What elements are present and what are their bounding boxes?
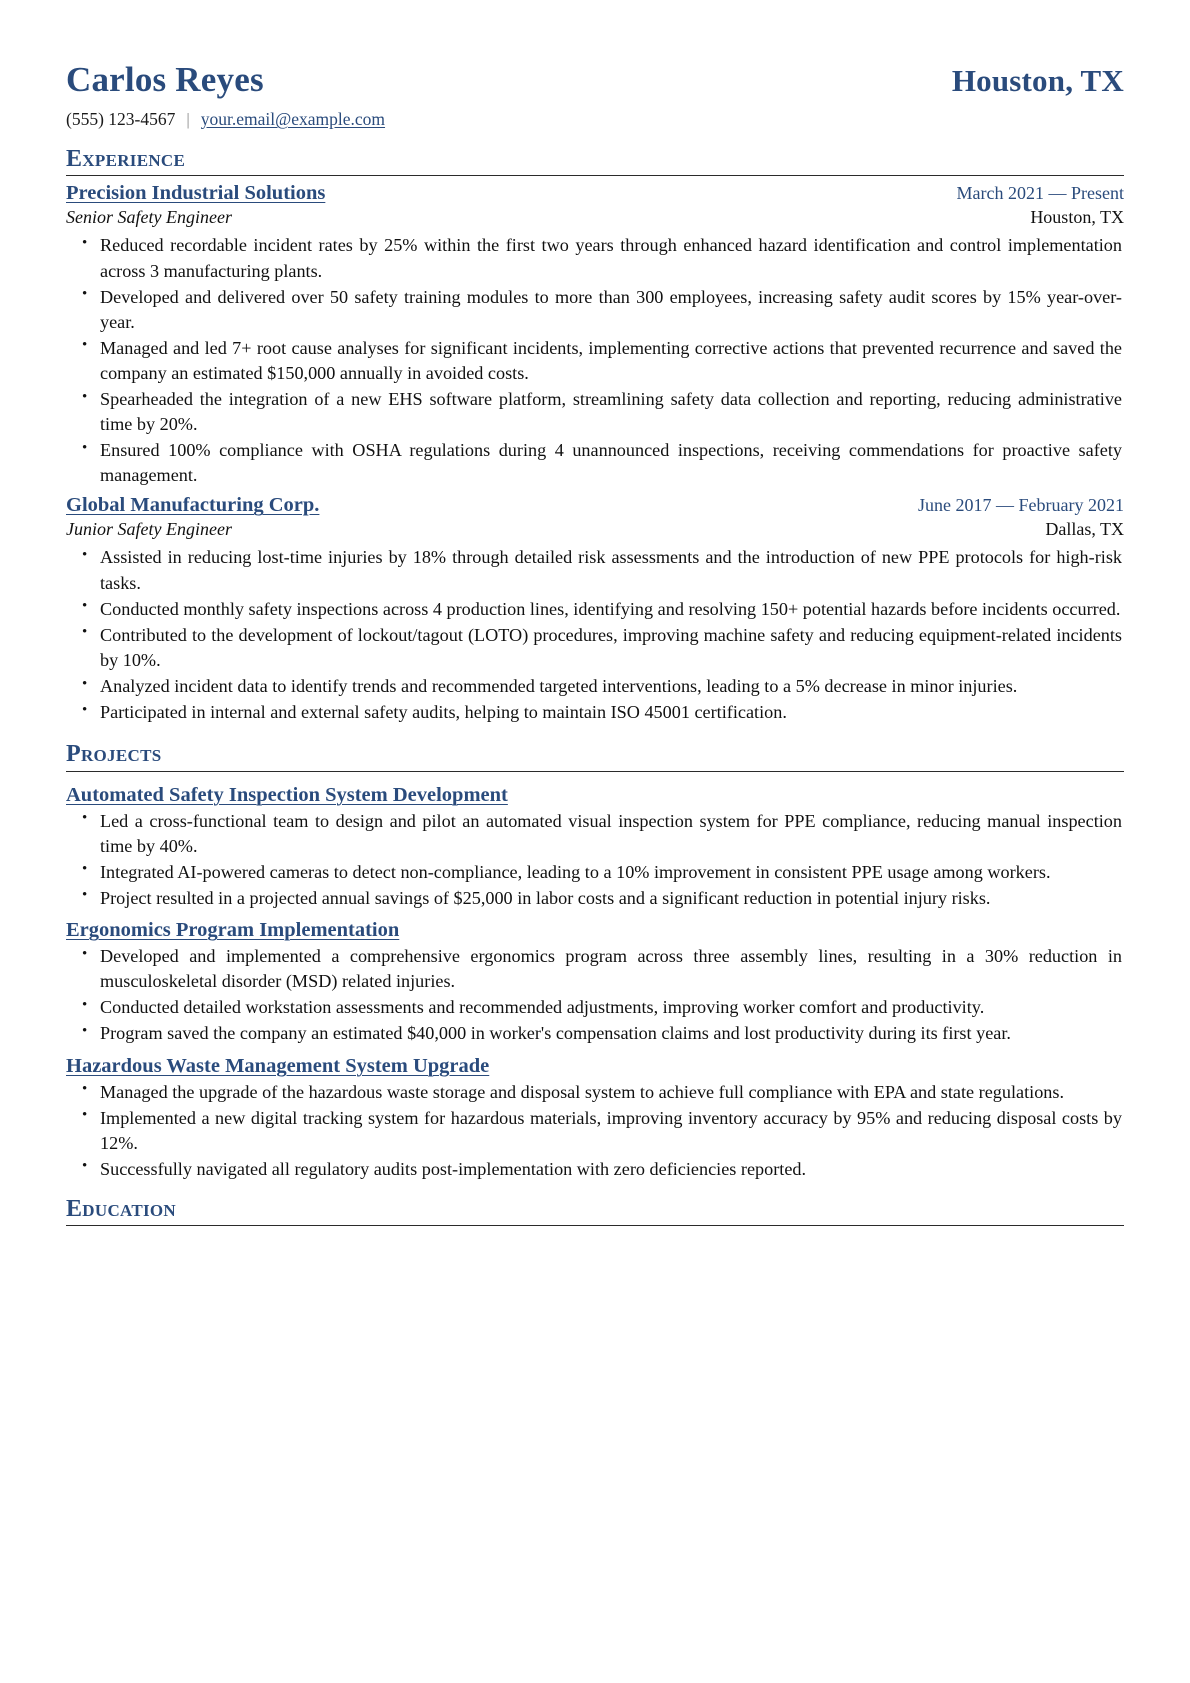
list-item: • Ensured 100% compliance with OSHA regulations during 4 unannounced inspections, receiving commendations for proactive safety management. xyxy=(100,438,1124,488)
entry-subheader xyxy=(66,519,1124,540)
employment-dates: March 2021 — Present xyxy=(956,183,1124,204)
contact-separator: | xyxy=(186,110,190,129)
list-item: • Managed the upgrade of the hazardous waste storage and disposal system to achieve full compliance with EPA and state regulations. xyxy=(100,1080,1124,1105)
project-bullet-list xyxy=(66,1080,1124,1182)
list-item: • Led a cross-functional team to design and pilot an automated visual inspection system for PPE compliance, reducing manual inspection time by 40%. xyxy=(100,809,1124,859)
project-bullet-list xyxy=(66,944,1124,1046)
experience-section xyxy=(66,146,1124,725)
list-item: • Reduced recordable incident rates by 25% within the first two years through enhanced hazard identification and control implementation across 3 manufacturing plants. xyxy=(100,233,1124,283)
responsibility-list xyxy=(66,545,1124,725)
responsibility-list xyxy=(66,233,1124,488)
company-name[interactable]: Precision Industrial Solutions xyxy=(66,182,326,205)
project-entry xyxy=(66,913,1124,1046)
list-item: • Program saved the company an estimated $40,000 in worker's compensation claims and lost productivity during its first year. xyxy=(100,1021,1124,1046)
company-name[interactable]: Global Manufacturing Corp. xyxy=(66,494,320,517)
job-location: Dallas, TX xyxy=(1045,519,1124,540)
list-item: • Assisted in reducing lost-time injuries by 18% through detailed risk assessments and the introduction of new PPE protocols for high-risk tasks. xyxy=(100,545,1124,595)
experience-entry xyxy=(66,182,1124,488)
phone-number: (555) 123-4567 xyxy=(66,109,176,129)
resume-header xyxy=(66,62,1124,99)
list-item: • Participated in internal and external safety audits, helping to maintain ISO 45001 certification. xyxy=(100,700,1124,725)
list-item: • Analyzed incident data to identify trends and recommended targeted interventions, leading to a 5% decrease in minor injuries. xyxy=(100,674,1124,699)
list-item: • Integrated AI-powered cameras to detect non-compliance, leading to a 10% improvement in consistent PPE usage among workers. xyxy=(100,860,1124,885)
project-title[interactable]: Hazardous Waste Management System Upgrade xyxy=(66,1054,490,1077)
list-item: • Contributed to the development of lockout/tagout (LOTO) procedures, improving machine safety and reducing equipment-related incidents by 10%. xyxy=(100,623,1124,673)
section-rule xyxy=(66,1225,1124,1226)
entry-header xyxy=(66,494,1124,517)
candidate-location: Houston, TX xyxy=(951,63,1124,98)
entry-header xyxy=(66,182,1124,205)
experience-entry xyxy=(66,494,1124,725)
list-item: • Spearheaded the integration of a new EHS software platform, streamlining safety data collection and reporting, reducing administrative time by 20%. xyxy=(100,387,1124,437)
section-title-experience: Experience xyxy=(66,146,186,172)
entry-subheader xyxy=(66,207,1124,228)
candidate-name: Carlos Reyes xyxy=(66,60,264,99)
contact-line xyxy=(66,109,1124,130)
project-entry xyxy=(66,778,1124,911)
project-bullet-list xyxy=(66,809,1124,911)
project-entry xyxy=(66,1049,1124,1182)
projects-section xyxy=(66,741,1124,1182)
project-title[interactable]: Ergonomics Program Implementation xyxy=(66,919,400,942)
job-location: Houston, TX xyxy=(1030,207,1124,228)
education-section xyxy=(66,1196,1124,1226)
list-item: • Managed and led 7+ root cause analyses for significant incidents, implementing corrective actions that prevented recurrence and saved the company an estimated $150,000 annually in avoided costs. xyxy=(100,336,1124,386)
job-title: Senior Safety Engineer xyxy=(66,207,232,228)
section-title-projects: Projects xyxy=(66,741,162,768)
email-link[interactable]: your.email@example.com xyxy=(200,109,386,129)
list-item: • Conducted detailed workstation assessments and recommended adjustments, improving worker comfort and productivity. xyxy=(100,995,1124,1020)
list-item: • Developed and delivered over 50 safety training modules to more than 300 employees, increasing safety audit scores by 15% year-over-year. xyxy=(100,285,1124,335)
list-item: • Implemented a new digital tracking system for hazardous materials, improving inventory accuracy by 95% and reducing disposal costs by 12%. xyxy=(100,1106,1124,1156)
section-rule xyxy=(66,771,1124,772)
section-rule xyxy=(66,175,1124,176)
list-item: • Conducted monthly safety inspections across 4 production lines, identifying and resolving 150+ potential hazards before incidents occurred. xyxy=(100,597,1124,622)
section-title-education: Education xyxy=(66,1195,177,1222)
list-item: • Project resulted in a projected annual savings of $25,000 in labor costs and a significant reduction in potential injury risks. xyxy=(100,886,1124,911)
list-item: • Successfully navigated all regulatory audits post-implementation with zero deficiencies reported. xyxy=(100,1157,1124,1182)
list-item: • Developed and implemented a comprehensive ergonomics program across three assembly lines, resulting in a 30% reduction in musculoskeletal disorder (MSD) related injuries. xyxy=(100,944,1124,994)
job-title: Junior Safety Engineer xyxy=(66,519,232,540)
project-title[interactable]: Automated Safety Inspection System Development xyxy=(66,783,508,806)
employment-dates: June 2017 — February 2021 xyxy=(918,495,1124,516)
